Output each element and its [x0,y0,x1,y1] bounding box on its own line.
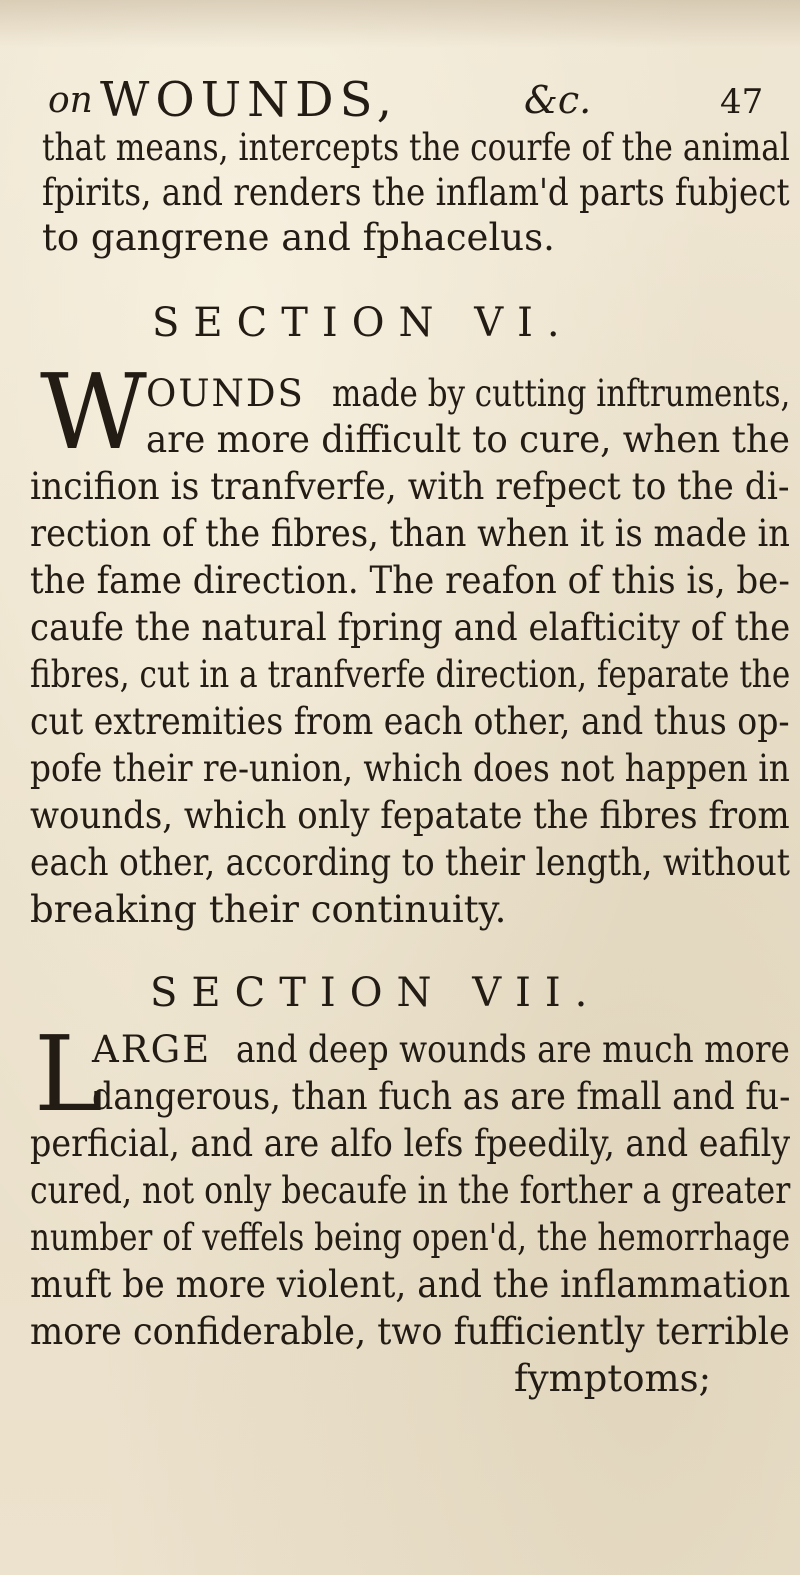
paragraph-line: more confiderable, two fufficiently terrible [30,1310,790,1353]
paragraph-line: pofe their re-union, which does not happen in [30,747,790,790]
paragraph-line: cured, not only becaufe in the forther a greater [30,1169,791,1212]
section-heading: SECTION VII. [150,970,602,1016]
running-head-title: WOUNDS, [100,72,399,128]
page-number: 47 [720,82,764,122]
catchword: fymptoms; [514,1357,712,1400]
paragraph-line: rection of the fibres, than when it is made in [30,512,790,555]
carryover-line: fpirits, and renders the inflam'd parts fubject [42,171,790,214]
carryover-line: to gangrene and fphacelus. [42,216,555,259]
carryover-line: that means, intercepts the courfe of the animal [42,126,790,169]
paragraph-line: cut extremities from each other, and thus op- [30,700,790,743]
running-head-suffix: &c. [524,78,592,122]
paragraph-line: and deep wounds are much more [236,1028,790,1071]
paragraph-line: breaking their continuity. [30,888,507,931]
paragraph-line: made by cutting inftruments, [332,372,791,415]
paragraph-line: each other, according to their length, without [30,841,791,884]
paragraph-line: number of veffels being open'd, the hemorrhage [30,1216,791,1259]
first-word: ARGE [92,1028,212,1071]
paragraph-line: dangerous, than fuch as are fmall and fu- [92,1075,791,1118]
paragraph-line: wounds, which only fepatate the fibres from [30,794,790,837]
drop-cap: W [40,351,147,473]
paragraph-line: fibres, cut in a tranfverfe direction, feparate the [30,653,791,696]
paragraph-line: muft be more violent, and the inflammation [30,1263,791,1306]
paragraph-line: the fame direction. The reafon of this is, be- [30,559,790,602]
paragraph-line: perficial, and are alfo lefs fpeedily, and eafily [30,1122,791,1165]
paper-stain [0,0,800,48]
paragraph-line: incifion is tranfverfe, with refpect to the di- [30,465,790,508]
section-heading: SECTION VI. [152,300,574,346]
paragraph-line: caufe the natural fpring and elafticity of the [30,606,791,649]
paragraph-line: are more difficult to cure, when the [146,418,790,461]
first-word: OUNDS [146,372,305,415]
drop-cap: L [34,1013,104,1135]
running-head-prefix: on [48,80,93,121]
